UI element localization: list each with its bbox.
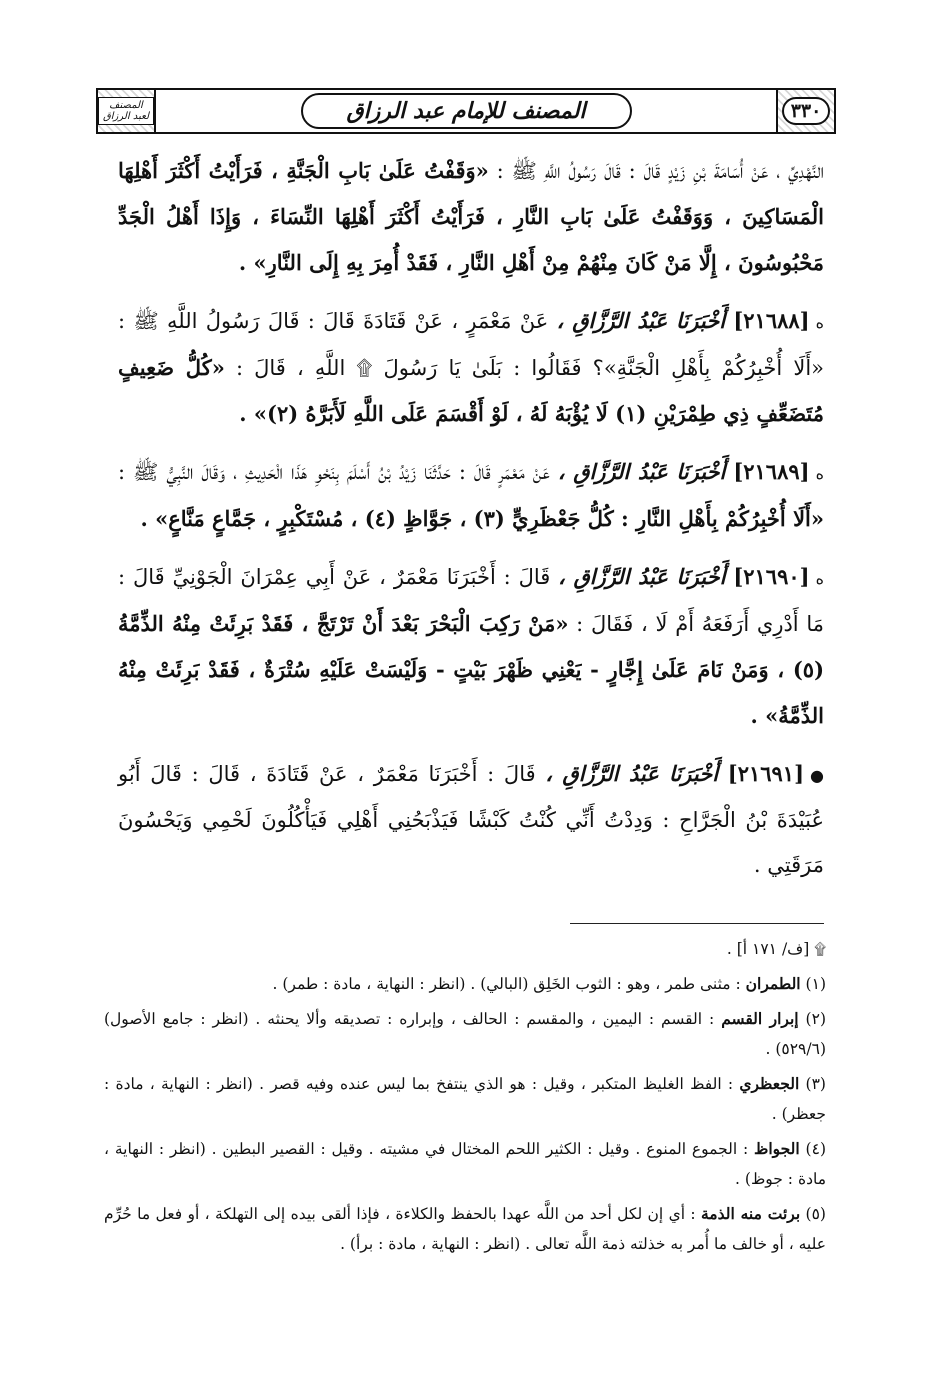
hadith-number: [٢١٦٩٠]: [733, 564, 810, 589]
page-number: ٣٣٠: [782, 97, 831, 125]
hadith-number: [٢١٦٨٨]: [733, 308, 810, 333]
footnote-number: (٢): [805, 1010, 826, 1028]
akhbarna-phrase: أَخْبَرَنَا عَبْدُ الرَّزَّاقِ ،: [556, 308, 726, 333]
footnote-number: (٤): [805, 1140, 826, 1158]
footnote-text: : القسم : اليمين ، والمقسم : الحالف ، وإبراره : تصديقه وألا يحنثه . (انظر : جامع الأصول) (٥٢٩/٦) .: [104, 1010, 826, 1058]
hadith-paragraph-21691: [118, 751, 824, 888]
isnad-text: عَنْ مَعْمَرٍ ، عَنْ قَتَادَةَ قَالَ : قَالَ رَسُولُ اللَّهِ ﷺ : «أَلَا أُخْبِرُكُمْ بِأَهْلِ الْجَنَّةِ»؟ فَقَالُوا : بَلَىٰ يَا رَسُولَ ۩ اللَّهِ ، قَالَ :: [118, 309, 825, 380]
footnote-term: الجعظري: [739, 1074, 800, 1093]
footnote-2: [104, 1004, 826, 1064]
footnote-3: [104, 1069, 826, 1129]
hadith-text: «كُلُّ ضَعِيفٍ مُتَضَعِّفٍ ذِي طِمْرَيْنِ (١) لَا يُؤْبَهُ لَهُ ، لَوْ أَقْسَمَ عَلَى اللَّهِ لَأَبَرَّهُ (٢)» .: [118, 355, 824, 426]
hadith-number: [٢١٦٩١]: [727, 761, 805, 786]
book-emblem: المصنف لعبد الرزاق: [98, 97, 154, 125]
footnote-term: إبرار القسم: [721, 1009, 799, 1028]
hadith-paragraph-21689: [118, 449, 824, 542]
footnote-number: (٥): [805, 1205, 826, 1223]
isnad-text: النَّهْدِيِّ ، عَنْ أُسَامَةَ بْنِ زَيْدٍ قَالَ : قَالَ رَسُولُ اللَّهِ ﷺ :: [488, 159, 824, 183]
footnotes-section: [104, 934, 826, 1264]
footnote-divider: [570, 923, 824, 924]
footnote-term: الطمران: [745, 974, 801, 993]
footnote-number: (٣): [805, 1075, 826, 1093]
running-title-frame: [156, 90, 776, 132]
hadith-text: «أَلَا أُخْبِرُكُمْ بِأَهْلِ النَّارِ : كُلُّ جَعْظَرِيٍّ (٣) ، جَوَّاظٍ (٤) ، مُسْتَكْبِرٍ ، جَمَّاعٍ مَنَّاعٍ» .: [140, 506, 824, 531]
hadith-paragraph-21688: [118, 298, 824, 437]
hadith-marker-icon: ه: [815, 313, 824, 332]
page-header: [96, 88, 836, 134]
emblem-ornament: [98, 90, 156, 132]
akhbarna-phrase: أَخْبَرَنَا عَبْدُ الرَّزَّاقِ ،: [557, 459, 726, 484]
hadith-paragraph-continuation: [118, 148, 824, 286]
isnad-text: قَالَ : أَخْبَرَنَا مَعْمَرٌ ، عَنْ قَتَادَةَ ، قَالَ : قَالَ أَبُو عُبَيْدَةَ بْنُ الْجَرَّاحِ : وَدِدْتُ أَنِّي كُنْتُ كَبْشًا فَيَذْبَحُنِي أَهْلِي فَيَأْكُلُونَ لَحْمِي وَيَحْسُونَ مَرَقَتِي .: [118, 762, 824, 877]
running-title: المصنف للإمام عبد الرزاق: [301, 93, 632, 129]
footnote-5: [104, 1199, 826, 1259]
footnote-1: [104, 969, 826, 999]
folio-reference: ۩ [ف/ ١٧١ أ] .: [726, 940, 826, 958]
footnote-term: الجواظ: [754, 1139, 800, 1158]
footnote-text: : مثنى طمر ، وهو : الثوب الخَلِق (البالي) . (انظر : النهاية ، مادة : طمر) .: [272, 975, 746, 993]
bullet-marker-icon: ●: [810, 766, 824, 785]
hadith-text: «مَنْ رَكِبَ الْبَحْرَ بَعْدَ أَنْ تَرْتَجَّ ، فَقَدْ بَرِئَتْ مِنْهُ الذِّمَّةُ (٥) ، وَمَنْ نَامَ عَلَىٰ إِجَّارٍ - يَعْنِي ظَهْرَ بَيْتٍ - وَلَيْسَتْ عَلَيْهِ سُتْرَةٌ ، فَقَدْ بَرِئَتْ مِنْهُ الذِّمَّةُ» .: [118, 611, 824, 728]
footnote-number: (١): [805, 975, 826, 993]
hadith-marker-icon: ه: [815, 569, 824, 588]
hadith-marker-icon: ه: [815, 464, 824, 483]
hadith-paragraph-21690: [118, 554, 824, 739]
isnad-text: عَنْ مَعْمَرٍ قَالَ : حَدَّثَنَا زَيْدُ بْنُ أَسْلَمَ بِنَحْوِ هَذَا الْحَدِيثِ ، وَقَالَ النَّبِيُّ ﷺ :: [118, 460, 558, 484]
footnote-text: : الفظ الغليظ المتكبر ، وقيل : هو الذي ينتفخ بما ليس عنده وفيه قصر . (انظر : النهاية ، مادة : جعظر) .: [104, 1075, 826, 1123]
hadith-number: [٢١٦٨٩]: [733, 459, 810, 484]
isnad-text: قَالَ : أَخْبَرَنَا مَعْمَرٌ ، عَنْ أَبِي عِمْرَانَ الْجَوْنِيِّ قَالَ : مَا أَدْرِي أَرَفَعَهُ أَمْ لَا ، فَقَالَ :: [118, 565, 825, 636]
footnote-4: [104, 1134, 826, 1194]
akhbarna-phrase: أَخْبَرَنَا عَبْدُ الرَّزَّاقِ ،: [558, 564, 726, 589]
footnote-term: برئت منه الذمة: [701, 1204, 801, 1223]
footnote-text: : أي إن لكل أحد من اللَّه عهدا بالحفظ والكلاءة ، فإذا ألقى بيده إلى التهلكة ، أو فعل ما حُرِّم عليه ، أو خالف ما أُمر به خذلته ذمة اللَّه تعالى . (انظر : النهاية ، مادة : برأ) .: [104, 1205, 826, 1253]
main-text: [118, 148, 824, 900]
hadith-text: «وَقَفْتُ عَلَىٰ بَابِ الْجَنَّةِ ، فَرَأَيْتُ أَكْثَرَ أَهْلِهَا الْمَسَاكِينَ ، وَوَقَفْتُ عَلَىٰ بَابِ النَّارِ ، فَرَأَيْتُ أَكْثَرَ أَهْلِهَا النِّسَاءَ ، وَإِذَا أَهْلُ الْجَدِّ مَحْبُوسُونَ ، إِلَّا مَنْ كَانَ مِنْهُمْ مِنْ أَهْلِ النَّارِ ، فَقَدْ أُمِرَ بِهِ إِلَى النَّارِ» .: [118, 158, 824, 275]
page-number-ornament: [776, 90, 834, 132]
akhbarna-phrase: أَخْبَرَنَا عَبْدُ الرَّزَّاقِ ،: [545, 761, 719, 786]
footnote-text: : الجموع المنوع . وقيل : الكثير اللحم المختال في مشيته . وقيل : القصير البطين . (انظر : النهاية ، مادة : جوظ) .: [104, 1140, 826, 1188]
